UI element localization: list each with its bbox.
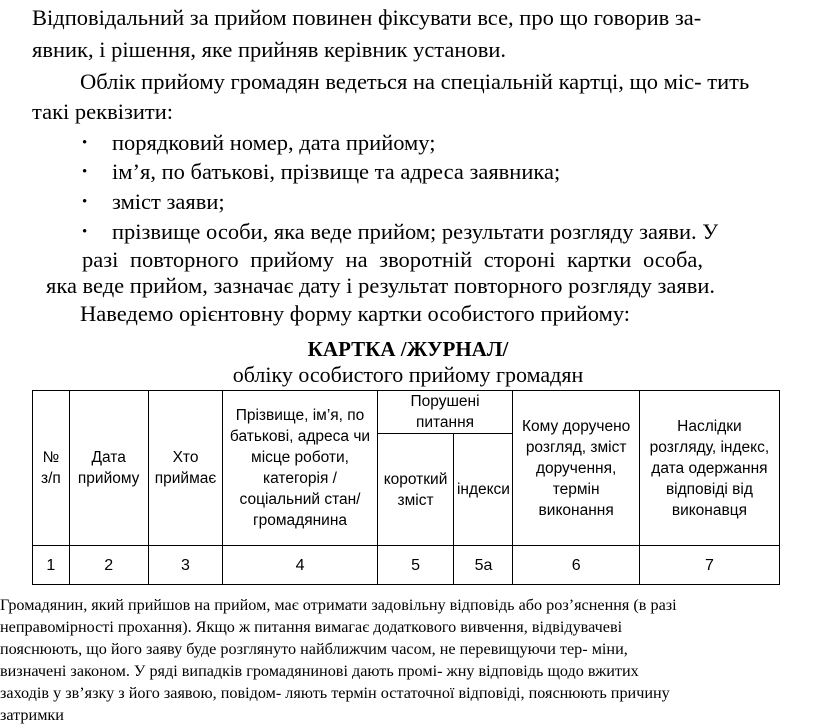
column-number-cell: 1 — [33, 546, 70, 585]
column-number-cell: 6 — [513, 546, 639, 585]
header-issues: Порушені питання — [377, 391, 513, 434]
footer-line-1: Громадянин, який прийшов на прийом, має отримати задовільну відповідь або роз’яснення (в разі — [0, 596, 677, 614]
continuation-line-2: яка веде прийом, зазначає дату і результат повторного розгляду заяви. — [46, 273, 715, 298]
footer-line-4: визначені законом. У ряді випадків громадянинові дають промі- жну відповідь щодо вжитих — [0, 662, 639, 680]
column-number-cell: 7 — [639, 546, 779, 585]
footer-line-2: неправомірності прохання). Якщо ж питання вимагає додаткового вивчення, відвідувачеві — [0, 618, 623, 636]
card-table — [32, 390, 780, 585]
continuation-line-3: Наведемо орієнтовну форму картки особистого прийому: — [80, 301, 631, 326]
column-number-cell: 5 — [377, 546, 454, 585]
header-summary: короткий зміст — [377, 434, 454, 546]
card-title: КАРТКА /ЖУРНАЛ/ — [307, 337, 509, 361]
list-item: порядковий номер, дата прийому; — [112, 130, 436, 155]
header-person: Прізвище, ім’я, по батькові, адреса чи місце роботи, категорія /соціальний стан/ громадянина — [223, 391, 377, 546]
header-who: Хто приймає — [148, 391, 223, 546]
footer-line-6: затримки — [0, 706, 64, 724]
intro-line-4: такі реквізити: — [32, 99, 173, 124]
list-item: ім’я, по батькові, прізвище та адреса заявника; — [112, 159, 561, 184]
header-date: Дата прийому — [69, 391, 148, 546]
intro-line-3: Облік прийому громадян ведеться на спеціальній картці, що міс- тить — [80, 69, 750, 94]
column-number-cell: 2 — [69, 546, 148, 585]
header-indexes: індекси — [454, 434, 513, 546]
bullet-dot-icon: • — [82, 224, 88, 240]
list-item: зміст заяви; — [112, 189, 225, 214]
intro-line-1: Відповідальний за прийом повинен фіксувати все, про що говорив за- — [32, 5, 702, 30]
card-subtitle: обліку особистого прийому громадян — [232, 362, 584, 387]
footer-line-3: пояснюють, що його заяву буде розглянуто найближчим часом, не перевищуючи тер- міни, — [0, 640, 628, 658]
column-number-cell: 4 — [223, 546, 377, 585]
list-item: прізвище особи, яка веде прийом; результати розгляду заяви. У — [112, 219, 719, 244]
bullet-dot-icon: • — [82, 164, 88, 180]
header-assigned: Кому доручено розгляд, зміст доручення, термін виконання — [513, 391, 639, 546]
column-number-cell: 5а — [454, 546, 513, 585]
column-number-cell: 3 — [148, 546, 223, 585]
header-results: Наслідки розгляду, індекс, дата одержання відповіді від виконавця — [639, 391, 779, 546]
continuation-line-1: разі повторного прийому на зворотній стороні картки особа, — [82, 247, 704, 272]
bullet-dot-icon: • — [82, 135, 88, 151]
bullet-dot-icon: • — [82, 194, 88, 210]
footer-line-5: заходів у зв’язку з його заявою, повідом- ляють термін остаточної відповіді, пояснюють причину — [0, 684, 670, 702]
header-number: № з/п — [33, 391, 70, 546]
intro-line-2: явник, і рішення, яке прийняв керівник установи. — [32, 37, 506, 62]
